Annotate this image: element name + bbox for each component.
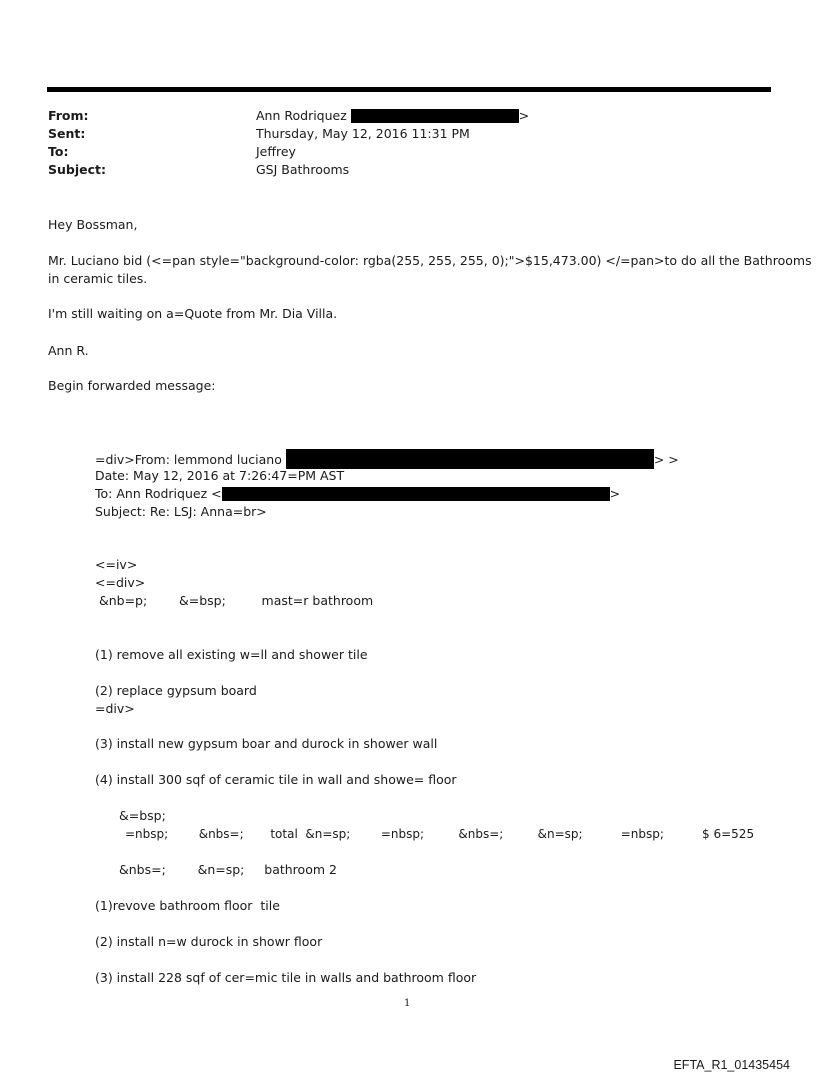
total-row: =nbsp; &nbs=; total &n=sp; =nbsp; &nbs=; &n=sp; =nbsp; $ 6=525 — [125, 827, 755, 841]
item-4: (4) install 300 sqf of ceramic tile in wall and showe= floor — [95, 772, 457, 787]
div-open: <=div> — [95, 575, 146, 590]
bathroom-2-row: &nbs=; &n=sp; bathroom 2 — [119, 862, 337, 877]
b2-item-2: (2) install n=w durock in showr floor — [95, 934, 323, 949]
fwd-from-line — [95, 449, 679, 469]
header-rule — [47, 87, 771, 92]
redaction-box — [351, 109, 519, 123]
sent-value: Thursday, May 12, 2016 11:31 PM — [256, 126, 470, 141]
fwd-to-line — [95, 485, 620, 503]
waiting-line: I'm still waiting on a=Quote from Mr. Dia Villa. — [48, 306, 338, 321]
bid-line-2: in ceramic tiles. — [48, 271, 148, 286]
from-label: From: — [48, 108, 89, 123]
b2-item-3: (3) install 228 sqf of cer=mic tile in walls and bathroom floor — [95, 970, 477, 985]
page-number: 1 — [404, 998, 411, 1009]
item-3: (3) install new gypsum boar and durock in shower wall — [95, 736, 438, 751]
document-id: EFTA_R1_01435454 — [673, 1058, 790, 1072]
sent-label: Sent: — [48, 126, 86, 141]
from-suffix: > — [518, 108, 530, 123]
fwd-from-suffix: > > — [653, 452, 679, 467]
item-2: (2) replace gypsum board — [95, 683, 257, 698]
fwd-date-line: Date: May 12, 2016 at 7:26:47=PM AST — [95, 468, 345, 483]
bid-line-1: Mr. Luciano bid (<=pan style="background-color: rgba(255, 255, 255, 0);">$15,473.00) </=pan>to do all the Bathrooms — [48, 253, 812, 268]
signature: Ann R. — [48, 343, 89, 358]
fwd-to-suffix: > — [609, 486, 621, 501]
bsp-line: &=bsp; — [119, 808, 166, 823]
fwd-subject-line: Subject: Re: LSJ: Anna=br> — [95, 504, 267, 519]
div-close: =div> — [95, 701, 135, 716]
from-value: Ann Rodriquez — [256, 108, 347, 123]
iv-open: <=iv> — [95, 557, 138, 572]
to-value: Jeffrey — [256, 144, 296, 159]
subject-label: Subject: — [48, 162, 106, 177]
greeting: Hey Bossman, — [48, 217, 138, 232]
redaction-box — [286, 449, 654, 469]
fwd-to-text: To: Ann Rodriquez < — [95, 486, 222, 501]
b2-item-1: (1)revove bathroom floor tile — [95, 898, 280, 913]
subject-value: GSJ Bathrooms — [256, 162, 350, 177]
item-1: (1) remove all existing w=ll and shower tile — [95, 647, 368, 662]
master-bathroom-row: &nb=p; &=bsp; mast=r bathroom — [95, 593, 374, 608]
redaction-box — [222, 487, 610, 501]
forward-intro: Begin forwarded message: — [48, 378, 216, 393]
fwd-from-text: =div>From: lemmond luciano — [95, 452, 282, 467]
to-label: To: — [48, 144, 69, 159]
